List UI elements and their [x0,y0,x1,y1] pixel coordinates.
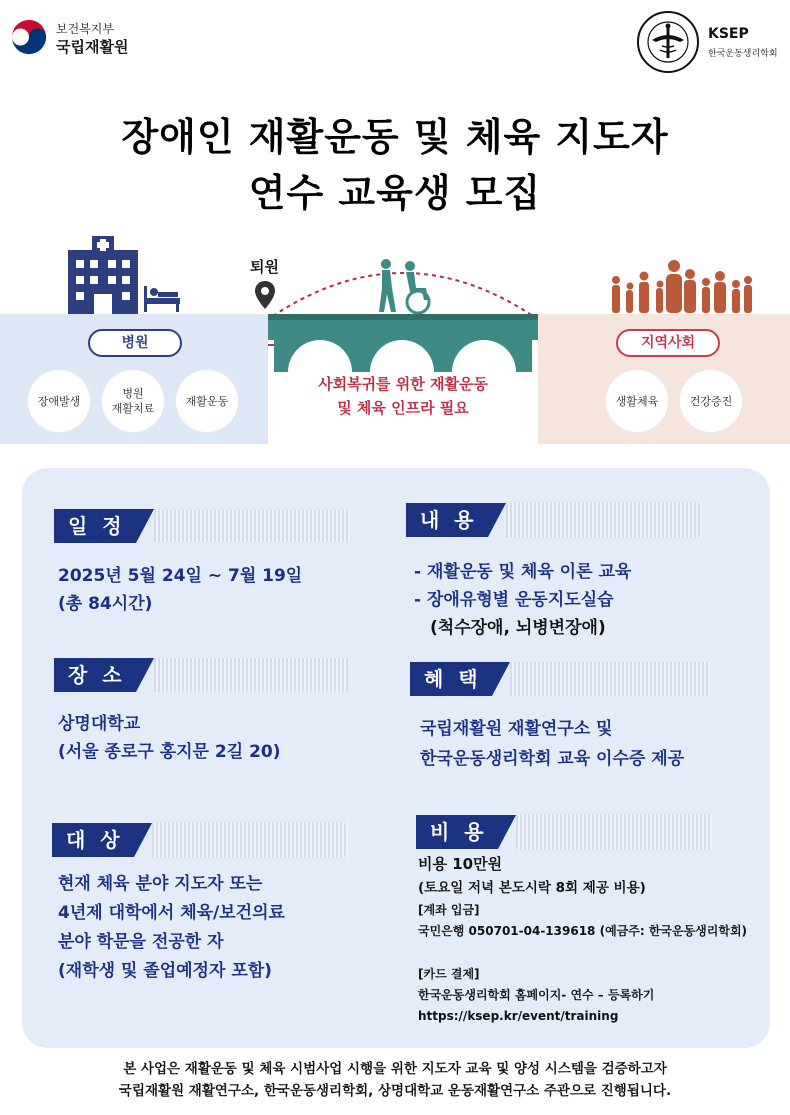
card-instructions: 한국운동생리학회 홈페이지- 연수 – 등록하기 [418,988,655,1002]
benefit-line-1: 국립재활원 재활연구소 및 [420,719,613,739]
community-people-icon [606,256,756,316]
place-line-2: (서울 종로구 홍지문 2길 20) [58,742,281,762]
cost-text [418,852,768,1027]
community-item-sports: 생활체육 [606,370,668,432]
walking-and-wheelchair-icon [372,258,444,314]
cost-header [416,815,712,849]
benefit-text [420,714,684,774]
community-item-health: 건강증진 [680,370,742,432]
content-line-1: - 재활운동 및 체육 이론 교육 [414,562,632,582]
place-text [58,710,281,766]
footer-line-2: 국립재활원 재활연구소, 한국운동생리학회, 상명대학교 운동재활연구소 주관으로 진행됩니다. [118,1083,672,1099]
content-header [406,503,702,537]
footer-line-1: 본 사업은 재활운동 및 체육 시범사업 시행을 위한 지도자 교육 및 양성 시스템을 검증하고자 [123,1061,667,1077]
organization-name: 국립재활원 [56,38,129,56]
place-label: 장 소 [54,658,136,692]
cost-fee: 비용 10만원 [418,855,503,873]
hospital-item-rehab: 병원 재활치료 [102,370,164,432]
target-label: 대 상 [52,823,134,857]
place-header [54,658,348,692]
hospital-building-icon [62,236,182,316]
schedule-header [54,509,350,543]
content-line-3: (척수장애, 뇌병변장애) [430,618,606,638]
target-line-4: (재학생 및 졸업예정자 포함) [58,961,272,981]
bridge-icon [268,314,538,374]
bridge-message-line-1: 사회복귀를 위한 재활운동 [318,375,488,393]
government-emblem-icon [10,18,48,56]
target-line-2: 4년제 대학에서 체육/보건의료 [58,903,285,923]
content-label: 내 용 [406,503,488,537]
content-text [414,558,631,642]
cost-label: 비 용 [416,815,498,849]
hospital-item-exercise: 재활운동 [176,370,238,432]
bridge-message [268,372,538,420]
discharge-label: 퇴원 [250,258,279,276]
card-heading: [카드 결제] [418,967,480,981]
benefit-label: 혜 택 [410,662,492,696]
benefit-header [410,662,710,696]
ksep-seal-icon [636,10,700,74]
content-line-2: - 장애유형별 운동지도실습 [414,590,614,610]
hospital-item-injury: 장애발생 [28,370,90,432]
target-line-1: 현재 체육 분야 지도자 또는 [58,874,263,894]
target-line-3: 분야 학문을 전공한 자 [58,932,224,952]
hospital-pill: 병원 [88,329,182,357]
benefit-line-2: 한국운동생리학회 교육 이수증 제공 [420,749,685,769]
target-header [52,823,348,857]
schedule-label: 일 정 [54,509,136,543]
main-title-line-1: 장애인 재활운동 및 체육 지도자 [121,115,669,159]
schedule-line-1: 2025년 5월 24일 ~ 7월 19일 [58,566,303,586]
ksep-subtitle: 한국운동생리학회 [708,49,778,59]
bridge-message-line-2: 및 체육 인프라 필요 [337,399,469,417]
bank-heading: [계좌 입금] [418,903,480,917]
schedule-line-2: (총 84시간) [58,594,153,614]
footer-note [0,1058,790,1102]
ministry-name: 보건복지부 [56,22,114,36]
schedule-text [58,562,302,618]
ksep-title: KSEP [708,26,749,42]
main-title-line-2: 연수 교육생 모집 [248,171,542,215]
community-pill: 지역사회 [616,329,720,357]
target-text [58,870,285,986]
cost-fee-note: (토요일 저녁 본도시락 8회 제공 비용) [418,880,646,896]
registration-link[interactable]: https://ksep.kr/event/training [418,1009,619,1023]
place-line-1: 상명대학교 [58,714,141,734]
bank-account: 국민은행 050701-04-139618 (예금주: 한국운동생리학회) [418,924,748,938]
